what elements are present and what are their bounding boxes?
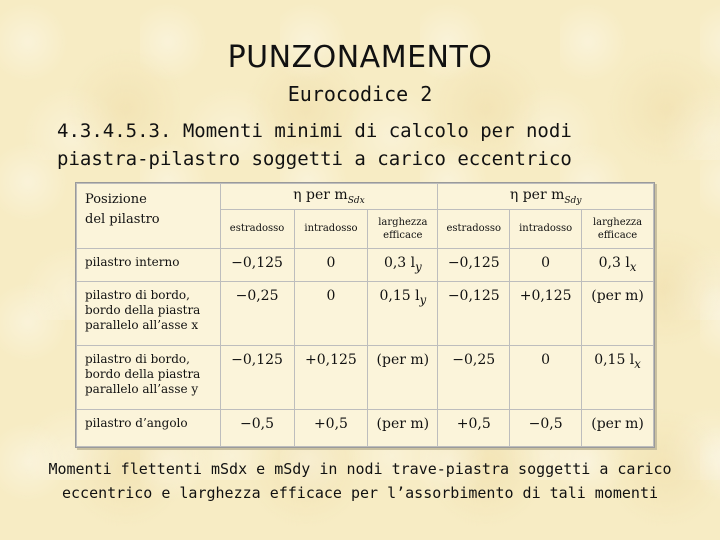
cell-3-2: (per m) <box>368 409 438 446</box>
cell-3-4: −0,5 <box>510 409 582 446</box>
cell-0-1: 0 <box>294 248 368 281</box>
cell-1-5: (per m) <box>582 281 654 345</box>
cell-3-1: +0,5 <box>294 409 368 446</box>
table-row <box>77 409 654 446</box>
table-header-row-1 <box>77 184 654 210</box>
cell-1-2: 0,15 $l_y$ <box>368 281 438 345</box>
cell-0-5: 0,3 $l_x$ <box>582 248 654 281</box>
slide-subtitle: Eurocodice 2 <box>287 82 433 106</box>
cell-2-3: −0,25 <box>438 345 510 409</box>
cell-1-4: +0,125 <box>510 281 582 345</box>
table-row <box>77 345 654 409</box>
group-header-x-label: η per m <box>293 186 348 203</box>
col-header-estradosso-y: estradosso <box>438 209 510 248</box>
col-header-larghezza-y-l1: larghezza <box>592 216 643 228</box>
col-header-estradosso-x: estradosso <box>220 209 294 248</box>
col-header-larghezza-x <box>368 209 438 248</box>
col-header-larghezza-y-l2: efficace <box>597 229 638 241</box>
cell-3-3: +0,5 <box>438 409 510 446</box>
coefficients-table <box>76 183 654 447</box>
group-header-y <box>438 184 654 210</box>
caption-line2: eccentrico e larghezza efficace per l’assorbimento di tali momenti <box>61 484 659 502</box>
group-header-x-sub: Sdx <box>347 195 365 206</box>
row-label: pilastro di bordo, bordo della piastra parallelo all’asse x <box>77 281 221 345</box>
col-header-intradosso-x: intradosso <box>294 209 368 248</box>
cell-3-0: −0,5 <box>220 409 294 446</box>
cell-2-5: 0,15 $l_x$ <box>582 345 654 409</box>
cell-1-3: −0,125 <box>438 281 510 345</box>
row-label: pilastro d’angolo <box>77 409 221 446</box>
position-header-line1: Posizione <box>85 192 147 207</box>
cell-2-1: +0,125 <box>294 345 368 409</box>
col-header-intradosso-y: intradosso <box>510 209 582 248</box>
cell-0-2: 0,3 $l_y$ <box>368 248 438 281</box>
group-header-y-label: η per m <box>509 186 565 203</box>
caption-line1: Momenti flettenti mSdx e mSdy in nodi trave-piastra soggetti a carico <box>48 460 672 478</box>
col-header-larghezza-y <box>582 209 654 248</box>
cell-0-3: −0,125 <box>438 248 510 281</box>
position-header-line2: del pilastro <box>85 212 160 227</box>
table-row <box>77 248 654 281</box>
cell-1-1: 0 <box>294 281 368 345</box>
position-header <box>77 184 221 249</box>
row-label: pilastro interno <box>77 248 221 281</box>
col-header-larghezza-x-l2: efficace <box>383 229 423 241</box>
section-heading-line2: piastra-pilastro soggetti a carico eccentrico <box>57 148 572 170</box>
section-heading-line1: 4.3.4.5.3. Momenti minimi di calcolo per nodi <box>57 120 572 142</box>
figure-caption <box>0 457 720 505</box>
cell-2-2: (per m) <box>368 345 438 409</box>
group-header-x <box>220 184 438 210</box>
cell-2-4: 0 <box>510 345 582 409</box>
row-label: pilastro di bordo, bordo della piastra parallelo all’asse y <box>77 345 221 409</box>
group-header-y-sub: Sdy <box>564 195 582 206</box>
cell-2-0: −0,125 <box>220 345 294 409</box>
section-heading <box>57 117 697 173</box>
cell-0-0: −0,125 <box>220 248 294 281</box>
table-row <box>77 281 654 345</box>
cell-1-0: −0,25 <box>220 281 294 345</box>
coefficients-table-box <box>75 182 655 448</box>
col-header-larghezza-x-l1: larghezza <box>378 216 428 228</box>
cell-3-5: (per m) <box>582 409 654 446</box>
slide-title: PUNZONAMENTO <box>227 40 493 75</box>
cell-0-4: 0 <box>510 248 582 281</box>
